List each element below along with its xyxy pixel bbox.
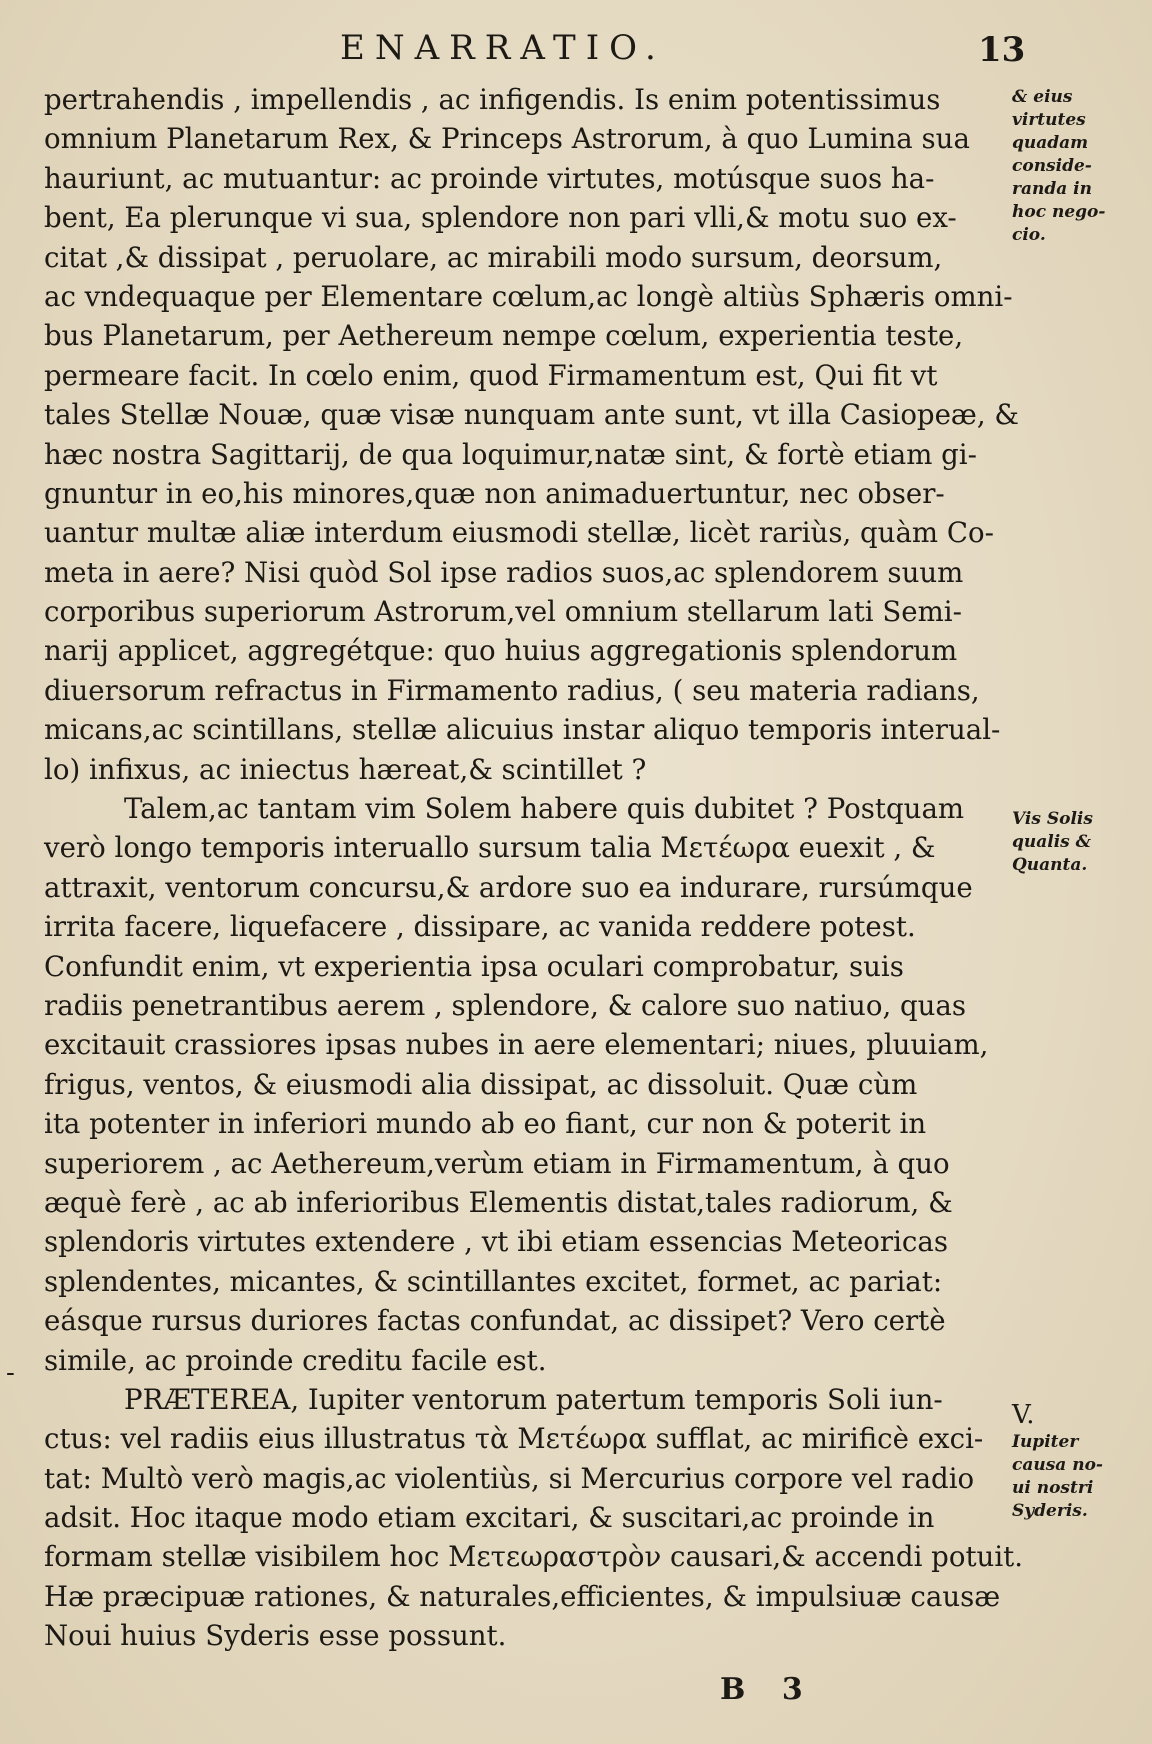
text-line: radiis penetrantibus aerem , splendore, & calore suo natiuo, quas — [44, 988, 967, 1022]
margin-note-line: Quanta. — [1012, 855, 1088, 875]
margin-note-line: Iupiter — [1012, 1432, 1079, 1452]
text-line: excitauit crassiores ipsas nubes in aere elementari; niues, pluuiam, — [44, 1028, 989, 1062]
main-text-block — [44, 80, 1023, 1656]
margin-note-line: cio. — [1012, 225, 1046, 245]
text-line: eásque rursus duriores factas confundat, ac dissipet? Vero certè — [44, 1304, 946, 1338]
text-line: PRÆTEREA, Iupiter ventorum patertum temporis Soli iun- — [124, 1382, 943, 1416]
text-line: ac vndequaque per Elementare cœlum,ac longè altiùs Sphæris omni- — [44, 279, 1013, 313]
text-line: gnuntur in eo,his minores,quæ non animaduertuntur, nec obser- — [44, 476, 945, 510]
text-line: Confundit enim, vt experientia ipsa oculari comprobatur, suis — [44, 949, 904, 983]
text-line: tat: Multò verò magis,ac violentiùs, si Mercurius corpore vel radio — [44, 1461, 975, 1495]
text-line: Noui huius Syderis esse possunt. — [44, 1619, 507, 1653]
text-line: ctus: vel radiis eius illustratus τὰ Μετέωρα sufflat, ac mirificè exci- — [44, 1422, 984, 1456]
margin-note-line: & eius — [1012, 87, 1073, 107]
text-line: splendentes, micantes, & scintillantes excitet, formet, ac pariat: — [44, 1264, 943, 1298]
text-line: narij applicet, aggregétque: quo huius aggregationis splendorum — [44, 634, 958, 668]
text-line: pertrahendis , impellendis , ac infigendis. Is enim potentissimus — [44, 83, 941, 116]
text-line: tales Stellæ Nouæ, quæ visæ nunquam ante sunt, vt illa Casiopeæ, & — [44, 398, 1019, 432]
page-number: 13 — [978, 30, 1026, 70]
margin-note-line: randa in — [1012, 179, 1092, 199]
margin-note-line: qualis & — [1012, 832, 1092, 852]
margin-note-virtues — [1012, 86, 1105, 247]
text-line: omnium Planetarum Rex, & Princeps Astrorum, à quo Lumina sua — [44, 122, 970, 156]
margin-dash-mark: - — [6, 1358, 15, 1388]
text-line: superiorem , ac Aethereum,verùm etiam in Firmamentum, à quo — [44, 1146, 950, 1180]
text-line: splendoris virtutes extendere , vt ibi etiam essencias Meteoricas — [44, 1225, 948, 1259]
text-line: ita potenter in inferiori mundo ab eo fiant, cur non & poterit in — [44, 1107, 927, 1141]
signature-mark: B — [720, 1672, 746, 1707]
margin-note-line: Vis Solis — [1012, 809, 1093, 829]
margin-note-line: conside- — [1012, 156, 1092, 176]
text-line: permeare facit. In cœlo enim, quod Firmamentum est, Qui fit vt — [44, 358, 938, 392]
text-line: corporibus superiorum Astrorum,vel omnium stellarum lati Semi- — [44, 595, 962, 629]
page-footer — [720, 1672, 829, 1707]
text-line: micans,ac scintillans, stellæ alicuius instar aliquo temporis interual- — [44, 713, 1001, 747]
margin-note-line: Syderis. — [1012, 1501, 1088, 1521]
text-line: Hæ præcipuæ rationes, & naturales,efficientes, & impulsiuæ causæ — [44, 1579, 1001, 1613]
running-title: ENARRATIO. — [340, 28, 666, 68]
margin-note-line: ui nostri — [1012, 1478, 1094, 1498]
margin-note-iupiter — [1012, 1400, 1103, 1523]
text-line: meta in aere? Nisi quòd Sol ipse radios suos,ac splendorem suum — [44, 555, 964, 589]
text-line: bent, Ea plerunque vi sua, splendore non pari vlli,& motu suo ex- — [44, 201, 957, 235]
text-line: diuersorum refractus in Firmamento radius, ( seu materia radians, — [44, 673, 980, 707]
text-line: lo) infixus, ac iniectus hæreat,& scintillet ? — [44, 752, 647, 786]
text-line: attraxit, ventorum concursu,& ardore suo ea indurare, rursúmque — [44, 870, 973, 904]
text-line: Talem,ac tantam vim Solem habere quis dubitet ? Postquam — [124, 792, 965, 826]
text-line: adsit. Hoc itaque modo etiam excitari, & suscitari,ac proinde in — [44, 1501, 935, 1535]
catchword: 3 — [781, 1672, 803, 1707]
margin-note-line: V. — [1012, 1400, 1035, 1430]
text-line: æquè ferè , ac ab inferioribus Elementis distat,tales radiorum, & — [44, 1185, 953, 1219]
margin-note-vis-solis — [1012, 808, 1093, 877]
text-line: formam stellæ visibilem hoc Μετεωραστρὸν causari,& accendi potuit. — [44, 1540, 1023, 1574]
text-line: verò longo temporis interuallo sursum talia Μετέωρα euexit , & — [44, 831, 936, 865]
text-line: uantur multæ aliæ interdum eiusmodi stellæ, licèt rariùs, quàm Co- — [44, 516, 994, 550]
margin-note-line: hoc nego- — [1012, 202, 1106, 222]
page-header — [0, 28, 1152, 78]
text-line: frigus, ventos, & eiusmodi alia dissipat, ac dissoluit. Quæ cùm — [44, 1067, 918, 1101]
text-line: hauriunt, ac mutuantur: ac proinde virtutes, motúsque suos ha- — [44, 161, 935, 195]
text-line: simile, ac proinde creditu facile est. — [44, 1343, 547, 1377]
text-line: irrita facere, liquefacere , dissipare, ac vanida reddere potest. — [44, 910, 916, 944]
margin-note-line: quadam — [1012, 133, 1089, 153]
margin-note-line: causa no- — [1012, 1455, 1103, 1475]
text-line: hæc nostra Sagittarij, de qua loquimur,natæ sint, & fortè etiam gi- — [44, 437, 977, 471]
text-line: citat ,& dissipat , peruolare, ac mirabili modo sursum, deorsum, — [44, 240, 943, 274]
margin-note-line: virtutes — [1012, 110, 1086, 130]
text-line: bus Planetarum, per Aethereum nempe cœlum, experientia teste, — [44, 319, 964, 353]
